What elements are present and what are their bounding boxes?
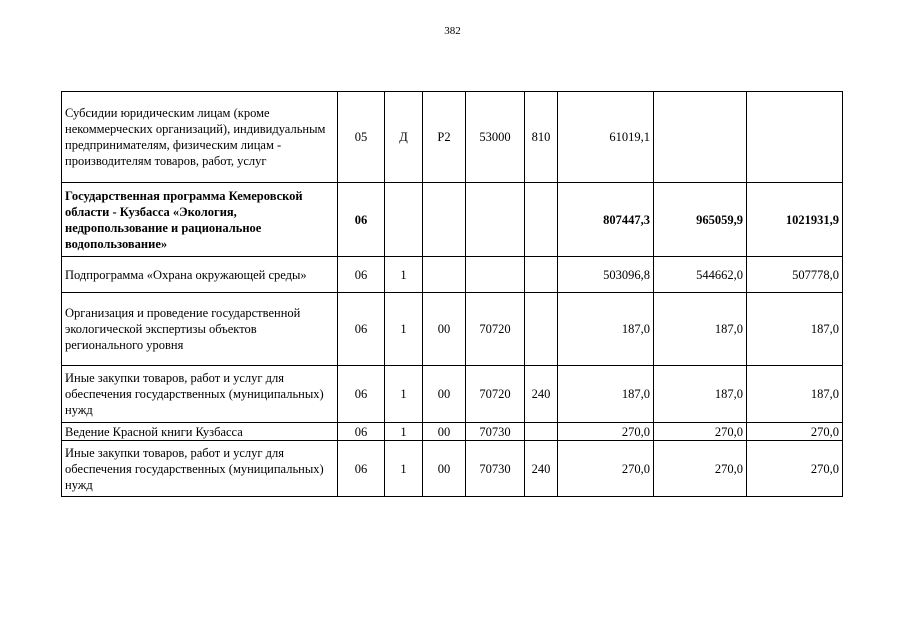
- row-value-3: 187,0: [747, 293, 843, 366]
- row-code-4: 70720: [466, 366, 525, 423]
- row-code-5: 240: [525, 366, 558, 423]
- row-value-1: 807447,3: [558, 183, 654, 257]
- row-name: Организация и проведение государственной экологической экспертизы объектов регионального уровня: [62, 293, 338, 366]
- row-value-3: 507778,0: [747, 257, 843, 293]
- table-row: [62, 92, 843, 183]
- row-code-5: 240: [525, 441, 558, 497]
- row-value-2: 965059,9: [654, 183, 747, 257]
- row-value-2: 270,0: [654, 423, 747, 441]
- row-code-1: 06: [338, 293, 385, 366]
- row-value-1: 187,0: [558, 366, 654, 423]
- row-code-5: [525, 423, 558, 441]
- table-row: [62, 293, 843, 366]
- row-value-1: 270,0: [558, 423, 654, 441]
- row-name: Государственная программа Кемеровской области - Кузбасса «Экология, недропользование и рациональное водопользование»: [62, 183, 338, 257]
- row-value-3: 187,0: [747, 366, 843, 423]
- table-row: [62, 366, 843, 423]
- row-name: Подпрограмма «Охрана окружающей среды»: [62, 257, 338, 293]
- row-value-2: 544662,0: [654, 257, 747, 293]
- row-code-5: [525, 183, 558, 257]
- row-value-2: 187,0: [654, 293, 747, 366]
- row-name: Иные закупки товаров, работ и услуг для обеспечения государственных (муниципальных) нужд: [62, 366, 338, 423]
- row-value-1: 503096,8: [558, 257, 654, 293]
- row-code-5: [525, 257, 558, 293]
- row-code-3: 00: [423, 293, 466, 366]
- row-code-3: [423, 183, 466, 257]
- row-code-1: 05: [338, 92, 385, 183]
- table-row: [62, 257, 843, 293]
- table-row: [62, 441, 843, 497]
- row-value-3: 270,0: [747, 423, 843, 441]
- row-code-4: 70730: [466, 441, 525, 497]
- row-code-4: [466, 257, 525, 293]
- row-code-5: [525, 293, 558, 366]
- row-value-2: 187,0: [654, 366, 747, 423]
- row-name: Иные закупки товаров, работ и услуг для обеспечения государственных (муниципальных) нужд: [62, 441, 338, 497]
- row-code-3: Р2: [423, 92, 466, 183]
- row-code-2: 1: [385, 293, 423, 366]
- page-number: 382: [444, 25, 461, 37]
- row-code-1: 06: [338, 441, 385, 497]
- row-code-2: Д: [385, 92, 423, 183]
- row-value-3: [747, 92, 843, 183]
- row-code-3: 00: [423, 423, 466, 441]
- row-value-2: [654, 92, 747, 183]
- row-value-3: 1021931,9: [747, 183, 843, 257]
- row-code-2: 1: [385, 257, 423, 293]
- budget-table: [61, 91, 843, 497]
- row-code-3: [423, 257, 466, 293]
- row-code-4: [466, 183, 525, 257]
- row-code-1: 06: [338, 257, 385, 293]
- row-code-2: 1: [385, 441, 423, 497]
- row-code-3: 00: [423, 441, 466, 497]
- row-code-5: 810: [525, 92, 558, 183]
- row-value-2: 270,0: [654, 441, 747, 497]
- row-name: Ведение Красной книги Кузбасса: [62, 423, 338, 441]
- table-row: [62, 423, 843, 441]
- row-code-1: 06: [338, 423, 385, 441]
- row-value-1: 61019,1: [558, 92, 654, 183]
- row-code-1: 06: [338, 366, 385, 423]
- row-value-1: 270,0: [558, 441, 654, 497]
- row-code-4: 70720: [466, 293, 525, 366]
- row-code-1: 06: [338, 183, 385, 257]
- row-code-4: 70730: [466, 423, 525, 441]
- row-value-3: 270,0: [747, 441, 843, 497]
- row-code-3: 00: [423, 366, 466, 423]
- row-code-2: [385, 183, 423, 257]
- row-value-1: 187,0: [558, 293, 654, 366]
- row-code-2: 1: [385, 423, 423, 441]
- table-row: [62, 183, 843, 257]
- row-name: Субсидии юридическим лицам (кроме некоммерческих организаций), индивидуальным предпринимателям, физическим лицам - производителям товаров, работ, услуг: [62, 92, 338, 183]
- row-code-2: 1: [385, 366, 423, 423]
- budget-table-body: [62, 92, 843, 497]
- row-code-4: 53000: [466, 92, 525, 183]
